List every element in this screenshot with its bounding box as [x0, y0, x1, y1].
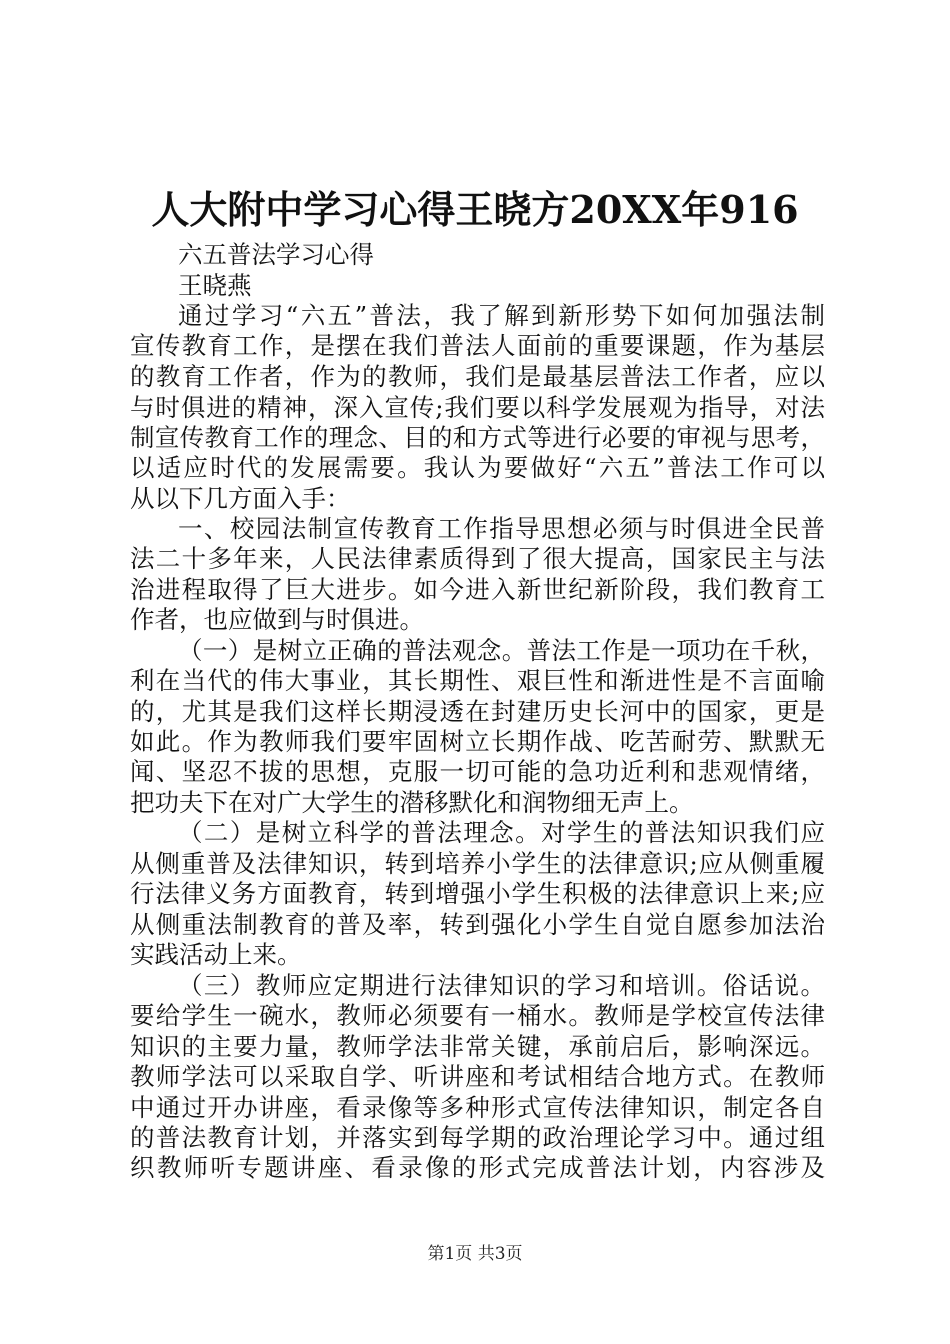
paragraph-line: 的，尤其是我们这样长期浸透在封建历史长河中的国家，更是 [130, 697, 825, 726]
paragraph-line: 闻、坚忍不拔的思想，克服一切可能的急功近利和悲观情绪， [130, 757, 825, 786]
paragraph-line: 的普法教育计划，并落实到每学期的政治理论学习中。通过组 [130, 1123, 825, 1152]
paragraph-line: （一）是树立正确的普法观念。普法工作是一项功在千秋， [178, 636, 825, 665]
paragraph-line: 实践活动上来。 [130, 940, 302, 969]
paragraph-line: 如此。作为教师我们要牢固树立长期作战、吃苦耐劳、默默无 [130, 727, 825, 756]
paragraph-line: 一、校园法制宣传教育工作指导思想必须与时俱进全民普 [178, 514, 825, 543]
paragraph-line: （三）教师应定期进行法律知识的学习和培训。俗话说。 [178, 971, 825, 1000]
paragraph-line: 法二十多年来，人民法律素质得到了很大提高，国家民主与法 [130, 544, 825, 573]
paragraph-line: 织教师听专题讲座、看录像的形式完成普法计划，内容涉及 [130, 1153, 825, 1182]
paragraph-line: 与时俱进的精神，深入宣传;我们要以科学发展观为指导，对法 [130, 393, 825, 422]
paragraph-line: 中通过开办讲座，看录像等多种形式宣传法律知识，制定各自 [130, 1093, 825, 1122]
paragraph-line: 从以下几方面入手： [130, 484, 351, 513]
paragraph-line: 制宣传教育工作的理念、目的和方式等进行必要的审视与思考， [130, 423, 825, 452]
paragraph-line: 通过学习“六五”普法，我了解到新形势下如何加强法制 [178, 301, 825, 330]
paragraph-line: 把功夫下在对广大学生的潜移默化和润物细无声上。 [130, 788, 694, 817]
paragraph-line: 利在当代的伟大事业，其长期性、艰巨性和渐进性是不言面喻 [130, 666, 825, 695]
page-number-footer: 第1页 共3页 [427, 1244, 523, 1264]
paragraph-line: 的教育工作者，作为的教师，我们是最基层普法工作者，应以 [130, 362, 825, 391]
paragraph-line: （二）是树立科学的普法理念。对学生的普法知识我们应 [178, 818, 825, 847]
paragraph-line: 以适应时代的发展需要。我认为要做好“六五”普法工作可以 [130, 453, 825, 482]
document-subtitle: 六五普法学习心得 [178, 240, 374, 269]
paragraph-line: 作者，也应做到与时俱进。 [130, 605, 424, 634]
document-title: 人大附中学习心得王晓方20XX年916 [151, 187, 799, 232]
paragraph-line: 宣传教育工作，是摆在我们普法人面前的重要课题，作为基层 [130, 331, 825, 360]
paragraph-line: 教师学法可以采取自学、听讲座和考试相结合地方式。在教师 [130, 1062, 825, 1091]
paragraph-line: 治进程取得了巨大进步。如今进入新世纪新阶段，我们教育工 [130, 575, 825, 604]
document-author: 王晓燕 [178, 271, 252, 300]
paragraph-line: 行法律义务方面教育，转到增强小学生积极的法律意识上来;应 [130, 879, 825, 908]
paragraph-line: 从侧重法制教育的普及率，转到强化小学生自觉自愿参加法治 [130, 910, 825, 939]
paragraph-line: 要给学生一碗水，教师必须要有一桶水。教师是学校宣传法律 [130, 1001, 825, 1030]
paragraph-line: 知识的主要力量，教师学法非常关键，承前启后，影响深远。 [130, 1032, 825, 1061]
paragraph-line: 从侧重普及法律知识，转到培养小学生的法律意识;应从侧重履 [130, 849, 825, 878]
